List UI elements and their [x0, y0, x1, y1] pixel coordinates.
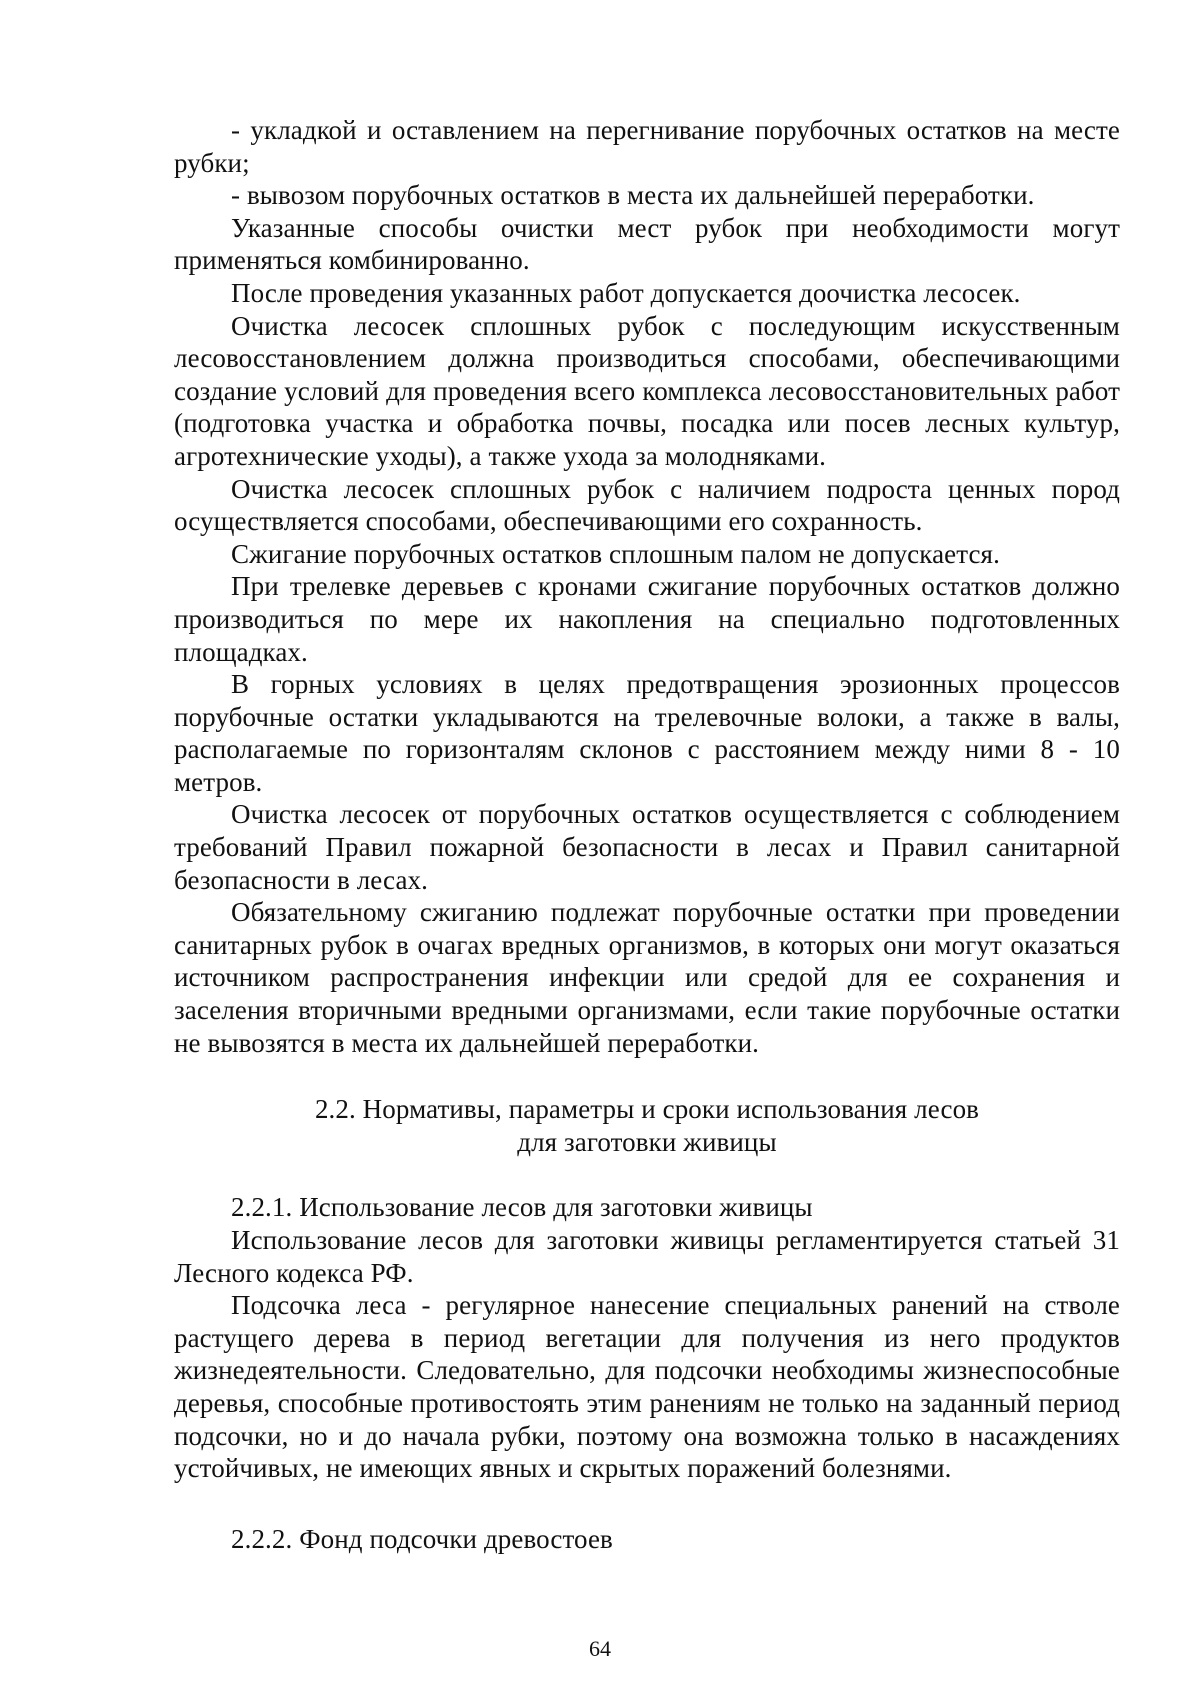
paragraph: При трелевке деревьев с кронами сжигание порубочных остатков должно производиться по мере их накопления на специально подготовленных площадках.	[174, 571, 1120, 667]
paragraph: Указанные способы очистки мест рубок при необходимости могут применяться комбинированно.	[174, 212, 1120, 276]
paragraph: Подсочка леса - регулярное нанесение специальных ранений на стволе растущего дерева в период вегетации для получения из него продуктов жизнедеятельности. Следовательно, для подсочки необходимы жизнеспособные деревья, способные противостоять этим ранениям не только на заданный период подсочки, но и до начала рубки, поэтому она возможна только в насаждениях устойчивых, не имеющих явных и скрытых поражений болезнями.	[174, 1290, 1120, 1484]
section-heading-line-2: для заготовки живицы	[517, 1126, 777, 1157]
paragraph: Обязательному сжиганию подлежат порубочные остатки при проведении санитарных рубок в очагах вредных организмов, в которых они могут оказаться источником распространения инфекции или средой для ее сохранения и заселения вторичными вредными организмами, если такие порубочные остатки не вывозятся в места их дальнейшей переработки.	[174, 897, 1120, 1058]
document-body	[174, 114, 1120, 1555]
spacer	[174, 1485, 1120, 1523]
subsection-title: 2.2.2. Фонд подсочки древостоев	[231, 1523, 613, 1554]
paragraph: Использование лесов для заготовки живицы регламентируется статьей 31 Лесного кодекса РФ.	[174, 1225, 1120, 1288]
page-number: 64	[589, 1636, 611, 1661]
paragraph: После проведения указанных работ допускается доочистка лесосек.	[231, 277, 1021, 308]
paragraph: - вывозом порубочных остатков в места их дальнейшей переработки.	[231, 180, 1035, 211]
paragraph: Очистка лесосек сплошных рубок с последующим искусственным лесовосстановлением должна производиться способами, обеспечивающими создание условий для проведения всего комплекса лесовосстановительных работ (подготовка участка и обработка почвы, посадка или посев лесных культур, агротехнические уходы), а также ухода за молодняками.	[174, 310, 1120, 471]
section-heading	[174, 1093, 1120, 1158]
paragraph: Очистка лесосек сплошных рубок с наличием подроста ценных пород осуществляется способами, обеспечивающими его сохранность.	[174, 473, 1120, 537]
subsection-title: 2.2.1. Использование лесов для заготовки живицы	[231, 1192, 813, 1223]
paragraph: Сжигание порубочных остатков сплошным палом не допускается.	[231, 538, 1000, 569]
paragraph: Очистка лесосек от порубочных остатков осуществляется с соблюдением требований Правил пожарной безопасности в лесах и Правил санитарной безопасности в лесах.	[174, 799, 1120, 895]
paragraph: В горных условиях в целях предотвращения эрозионных процессов порубочные остатки укладываются на трелевочные волоки, а также в валы, располагаемые по горизонталям склонов с расстоянием между ними 8 - 10 метров.	[174, 669, 1120, 797]
paragraph: - укладкой и оставлением на перегнивание порубочных остатков на месте рубки;	[174, 115, 1120, 178]
section-heading-line-1: 2.2. Нормативы, параметры и сроки использования лесов	[314, 1094, 980, 1125]
